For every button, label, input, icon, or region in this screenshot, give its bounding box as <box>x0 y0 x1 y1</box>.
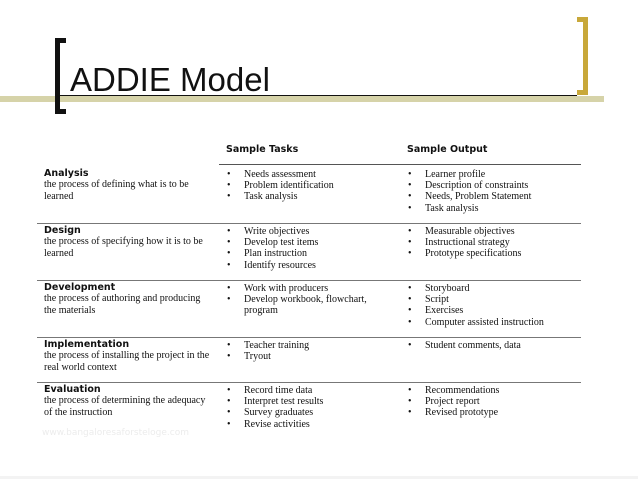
column-header-output: Sample Output <box>407 144 488 155</box>
output-list <box>408 169 581 214</box>
watermark: www.bangaloresaforsteloge.com <box>42 428 189 438</box>
task-item: • Survey graduates <box>227 407 397 418</box>
phase-name: Analysis <box>44 168 89 179</box>
task-list <box>227 169 397 203</box>
output-item: • Script <box>408 294 581 305</box>
output-item: • Project report <box>408 396 581 407</box>
phase-description: the process of defining what is to be learned <box>44 179 189 202</box>
right-bracket-decoration <box>577 17 588 95</box>
output-item: • Computer assisted instruction <box>408 317 581 328</box>
phase-name: Development <box>44 282 116 293</box>
task-list <box>227 283 397 317</box>
task-item: • Interpret test results <box>227 396 397 407</box>
task-item: • Task analysis <box>227 191 397 202</box>
phase-description: the process of determining the adequacy of the instruction <box>44 395 206 418</box>
output-list <box>408 385 581 419</box>
output-list <box>408 226 581 260</box>
output-item: • Prototype specifications <box>408 248 581 259</box>
task-item: • Record time data <box>227 385 397 396</box>
output-item: • Recommendations <box>408 385 581 396</box>
task-item: • Teacher training <box>227 340 397 351</box>
row-divider <box>37 223 581 224</box>
output-list <box>408 283 581 328</box>
output-item: • Instructional strategy <box>408 237 581 248</box>
left-bracket-decoration <box>55 38 66 114</box>
row-divider <box>37 382 581 383</box>
phase-name: Implementation <box>44 339 130 350</box>
phase-description: the process of authoring and producing the materials <box>44 293 201 316</box>
output-item: • Storyboard <box>408 283 581 294</box>
output-item: • Needs, Problem Statement <box>408 191 581 202</box>
table-row <box>37 382 581 432</box>
row-divider <box>37 337 581 338</box>
phase-description: the process of installing the project in the real world context <box>44 350 210 373</box>
output-item: • Student comments, data <box>408 340 581 351</box>
output-item: • Task analysis <box>408 203 581 214</box>
output-item: • Description of constraints <box>408 180 581 191</box>
output-item: • Revised prototype <box>408 407 581 418</box>
task-list <box>227 226 397 271</box>
table-row <box>37 166 581 223</box>
output-item: • Measurable objectives <box>408 226 581 237</box>
output-item: • Exercises <box>408 305 581 316</box>
output-list <box>408 340 581 351</box>
header-divider <box>219 164 581 165</box>
task-item: • Develop workbook, flowchart, program <box>227 294 397 316</box>
table-row <box>37 337 581 382</box>
row-divider <box>37 280 581 281</box>
task-item: • Work with producers <box>227 283 397 294</box>
phase-description: the process of specifying how it is to be learned <box>44 236 203 259</box>
task-item: • Develop test items <box>227 237 397 248</box>
task-item: • Plan instruction <box>227 248 397 259</box>
task-item: • Problem identification <box>227 180 397 191</box>
table-row <box>37 280 581 337</box>
task-item: • Needs assessment <box>227 169 397 180</box>
task-list <box>227 385 397 430</box>
column-header-tasks: Sample Tasks <box>226 144 299 155</box>
phase-name: Design <box>44 225 81 236</box>
slide-title: ADDIE Model <box>70 61 270 98</box>
phase-name: Evaluation <box>44 384 101 395</box>
task-list <box>227 340 397 362</box>
task-item: • Tryout <box>227 351 397 362</box>
output-item: • Learner profile <box>408 169 581 180</box>
task-item: • Write objectives <box>227 226 397 237</box>
task-item: • Revise activities <box>227 419 397 430</box>
task-item: • Identify resources <box>227 260 397 271</box>
table-row <box>37 223 581 280</box>
